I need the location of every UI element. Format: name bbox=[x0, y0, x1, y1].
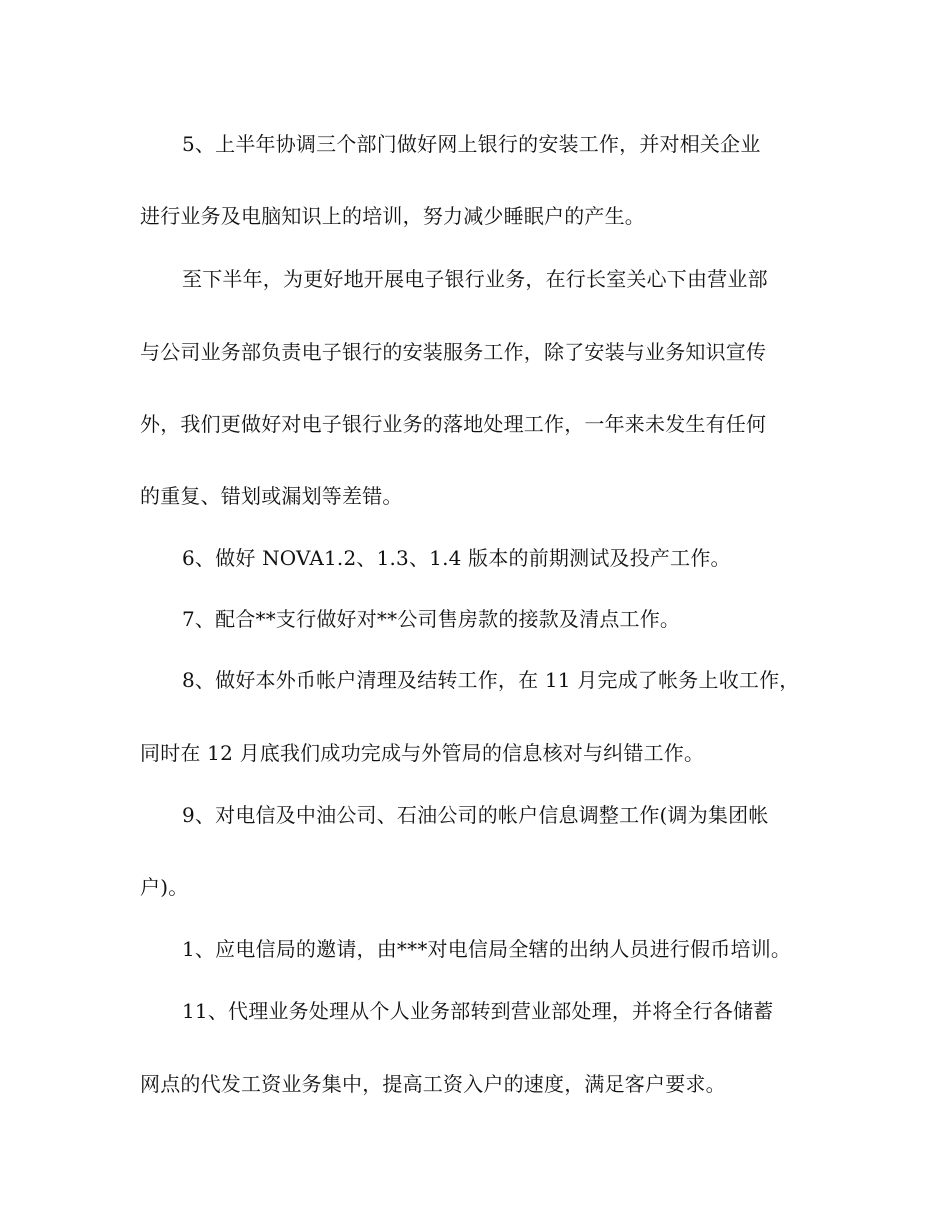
paragraph-second-half-line-1: 至下半年，为更好地开展电子银行业务，在行长室关心下由营业部 bbox=[182, 267, 768, 291]
paragraph-second-half-line-2: 与公司业务部负责电子银行的安装服务工作，除了安装与业务知识宣传 bbox=[140, 340, 767, 364]
paragraph-11-line-2: 网点的代发工资业务集中，提高工资入户的速度，满足客户要求。 bbox=[140, 1072, 726, 1096]
paragraph-5-line-1: 5、上半年协调三个部门做好网上银行的安装工作，并对相关企业 bbox=[182, 132, 761, 156]
paragraph-1: 1、应电信局的邀请，由***对电信局全辖的出纳人员进行假币培训。 bbox=[182, 937, 792, 961]
paragraph-9-line-1: 9、对电信及中油公司、石油公司的帐户信息调整工作(调为集团帐 bbox=[182, 803, 769, 827]
paragraph-second-half-line-4: 的重复、错划或漏划等差错。 bbox=[140, 484, 403, 508]
paragraph-second-half-line-3: 外，我们更做好对电子银行业务的落地处理工作，一年来未发生有任何 bbox=[140, 412, 767, 436]
paragraph-8-line-1: 8、做好本外币帐户清理及结转工作，在 11 月完成了帐务上收工作， bbox=[182, 668, 800, 692]
paragraph-11-line-1: 11、代理业务处理从个人业务部转到营业部处理，并将全行各储蓄 bbox=[182, 999, 774, 1023]
paragraph-8-line-2: 同时在 12 月底我们成功完成与外管局的信息核对与纠错工作。 bbox=[140, 741, 705, 765]
paragraph-7: 7、配合**支行做好对**公司售房款的接款及清点工作。 bbox=[182, 607, 681, 631]
paragraph-9-line-2: 户)。 bbox=[140, 875, 189, 899]
paragraph-6: 6、做好 NOVA1.2、1.3、1.4 版本的前期测试及投产工作。 bbox=[182, 546, 731, 570]
paragraph-5-line-2: 进行业务及电脑知识上的培训，努力减少睡眠户的产生。 bbox=[140, 204, 645, 228]
